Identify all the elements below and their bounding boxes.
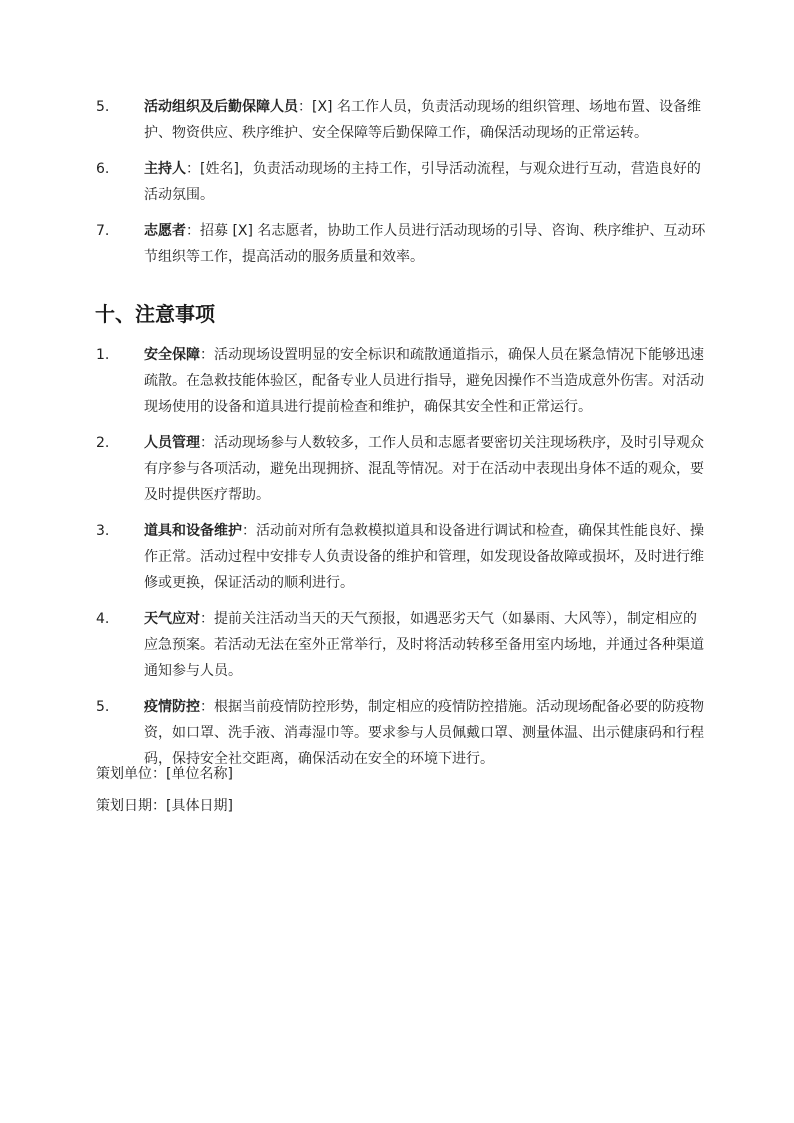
item-number: 6. [96,161,110,177]
item-separator: ： [200,347,214,363]
item-term: 活动组织及后勤保障人员 [144,99,298,115]
item-separator: ： [186,223,200,239]
item-text: 活动前对所有急救模拟道具和设备进行调试和检查，确保其性能良好、操作正常。活动过程中安排专人负责设备的维护和管理，如发现设备故障或损坏，及时进行维修或更换，保证活动的顺利进行。 [144,523,704,591]
item-text: [姓名]，负责活动现场的主持工作，引导活动流程，与观众进行互动，营造良好的活动氛围。 [144,161,701,203]
notes-list [96,342,706,782]
planning-date: 策划日期：[具体日期] [96,798,233,814]
planning-unit: 策划单位：[单位名称] [96,766,233,782]
item-term: 天气应对 [144,611,200,627]
item-number: 3. [96,523,110,539]
list-item [96,518,706,596]
list-item [96,430,706,508]
item-separator: ： [298,99,312,115]
item-separator: ： [242,523,256,539]
list-item [96,218,706,270]
item-term: 疫情防控 [144,699,200,715]
item-text: 提前关注活动当天的天气预报，如遇恶劣天气（如暴雨、大风等），制定相应的应急预案。若活动无法在室外正常举行，及时将活动转移至备用室内场地，并通过各种渠道通知参与人员。 [144,611,704,679]
list-item [96,94,706,146]
item-number: 7. [96,223,110,239]
item-term: 主持人 [144,161,186,177]
list-item [96,606,706,684]
item-separator: ： [200,611,214,627]
list-item [96,342,706,420]
item-term: 志愿者 [144,223,186,239]
item-number: 5. [96,99,110,115]
item-number: 1. [96,347,110,363]
item-term: 道具和设备维护 [144,523,242,539]
item-text: [X] 名工作人员，负责活动现场的组织管理、场地布置、设备维护、物资供应、秩序维护、安全保障等后勤保障工作，确保活动现场的正常运转。 [144,99,701,141]
item-text: 根据当前疫情防控形势，制定相应的疫情防控措施。活动现场配备必要的防疫物资，如口罩、洗手液、消毒湿巾等。要求参与人员佩戴口罩、测量体温、出示健康码和行程码，保持安全社交距离，确保活动在安全的环境下进行。 [144,699,704,767]
item-term: 人员管理 [144,435,200,451]
item-number: 5. [96,699,110,715]
item-text: 招募 [X] 名志愿者，协助工作人员进行活动现场的引导、咨询、秩序维护、互动环节组织等工作，提高活动的服务质量和效率。 [144,223,706,265]
item-text: 活动现场设置明显的安全标识和疏散通道指示，确保人员在紧急情况下能够迅速疏散。在急救技能体验区，配备专业人员进行指导，避免因操作不当造成意外伤害。对活动现场使用的设备和道具进行提前检查和维护，确保其安全性和正常运行。 [144,347,704,415]
section-heading: 十、注意事项 [95,302,215,326]
item-separator: ： [186,161,200,177]
item-separator: ： [200,699,214,715]
list-item [96,156,706,208]
item-number: 4. [96,611,110,627]
item-number: 2. [96,435,110,451]
staff-list [96,94,706,280]
item-term: 安全保障 [144,347,200,363]
item-separator: ： [200,435,214,451]
item-text: 活动现场参与人数较多，工作人员和志愿者要密切关注现场秩序，及时引导观众有序参与各项活动，避免出现拥挤、混乱等情况。对于在活动中表现出身体不适的观众，要及时提供医疗帮助。 [144,435,704,503]
